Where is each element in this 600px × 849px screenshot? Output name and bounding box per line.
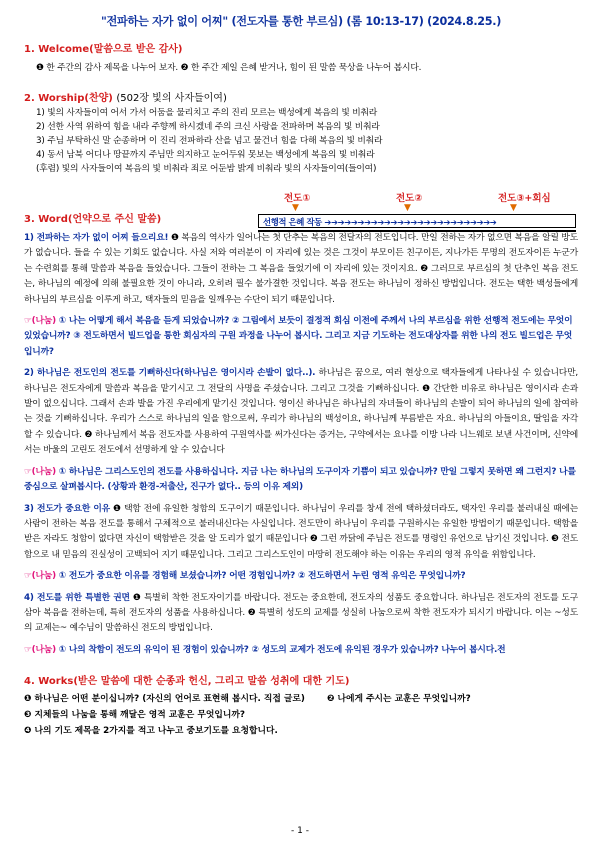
sharing-text: ① 나의 착함이 전도의 유익이 된 경험이 있습니까? ② 성도의 교제가 전도에 유익된 경우가 있습니까? 나누어 봅시다.전: [55, 644, 506, 655]
section-3-text: ❶ 택함 전에 유일한 청함의 도구이기 때문입니다. 하나님이 우리를 창세 전에 택하셨더라도, 택자인 우리를 불러내실 때에는 사람이 전하는 복음 전도를 통해서 구체적으로 불러내신다는 사실입니다. 전도만이 하나님이 우리를 구원하시는 유일한 방법이기 때문입니다. 택함을 받은 자라도 청함이 없다면 자신이 택함받은 것을 알 도리가 없기 때문입니다 ❷ 그런 까닭에 주님은 전도를 명령인 유언으로 남기신 것입니다. ❸ 전도함으로 내 믿음의 진실성이 고백되어 지기 때문입니다. 그리고 그리스도인이 마땅히 전도해야 하는 이유는 우리의 영적 유익을 위함입니다.: [24, 503, 578, 560]
worship-verse: 4) 동서 남북 어디나 땅끝까지 주님만 의지하고 눈어두워 못보는 백성에게 복음의 빛 비춰라: [36, 150, 375, 160]
section-1-text: ❶ 복음의 역사가 일어나는 첫 단추는 복음의 전달자의 전도입니다. 만일 전하는 자가 없으면 복음을 알릴 방도가 없습니다. 들을 수 있는 기회도 없습니다. 사실 저와 여러분이 이 자리에 있는 것은 그것이 부모이든 친구이든, 지나가든 무명의 전도자이든 누군가는 수련회를 통해 말씀과 복음을 들었습니다. 그들이 전하는 그 복음을 들었기에 이 자리에 있는 것이지요. ❷ 그러므로 부르심의 첫 단추인 복음 전도는, 하나님의 예정에 의해 불필요한 것이 아니라, 오히려 필수 불가결한 것입니다. 복음 전도는 하나님이 정하신 방법입니다. 전도는 택한 백성들에게 하나님의 부르심을 이루게 하고, 택자들의 믿음을 일깨우는 수단이 되기 때문입니다.: [24, 233, 578, 305]
works-item-god: ❶ 하나님은 어떤 분이십니까? (자신의 언어로 표현해 봅시다. 직접 글로): [24, 694, 305, 705]
sharing-question-2: [24, 465, 578, 496]
timeline-label-2: 전도②: [396, 193, 423, 204]
page-number: - 1 -: [291, 826, 309, 836]
worship-verse: 3) 주님 부탁하신 말 순종하며 이 진리 전파하라 산을 넘고 물건너 힘을 다해 복음의 빛 비춰라: [36, 136, 383, 146]
timeline-label-1: 전도①: [284, 193, 311, 204]
page-title: "전파하는 자가 없이 어찌" (전도자를 통한 부르심) (롬 10:13-17) (2024.8.25.): [100, 15, 502, 28]
evangelism-timeline: [258, 190, 578, 240]
works-heading: 4. Works(받은 말씀에 대한 순종과 헌신, 그리고 말씀 성취에 대한 기도): [24, 676, 350, 688]
timeline-bar-text: 선행적 은혜 작동 ➔➔➔➔➔➔➔➔➔➔➔➔➔➔➔➔➔➔➔➔➔➔➔➔➔➔: [263, 217, 497, 227]
works-item-prayer: ❹ 나의 기도 제목을 2가지를 적고 나누고 중보기도를 요청합니다.: [24, 726, 278, 737]
timeline-baseline: [258, 230, 576, 232]
worship-heading: [24, 89, 578, 104]
worship-verses: [36, 106, 578, 176]
sharing-text: ① 전도가 중요한 이유를 경험해 보셨습니까? 어떤 경험입니까? ② 전도하면서 누린 영적 유익은 무엇입니까?: [55, 571, 466, 582]
welcome-heading: 1. Welcome(말씀으로 받은 감사): [24, 44, 183, 55]
section-4-text: ❶ 특별히 착한 전도자이기를 바랍니다. 전도는 중요한데, 전도자의 성품도 중요합니다. 하나님은 전도자의 전도를 도구삼아 복음을 전하는데, 특히 전도자의 성품을 사용하십니다. ❷ 특별히 성도의 교제를 성실히 나눔으로써 착한 전도자가 되시기 바랍니다. 이는 ~성도의 교제는~ 예수님이 말씀하신 전도의 방법입니다.: [24, 592, 578, 634]
sharing-question-3: [24, 569, 578, 584]
word-heading: 3. Word(언약으로 주신 말씀): [24, 214, 162, 225]
section-4-heading: 4) 전도를 위한 특별한 권면: [24, 592, 130, 603]
sharing-question-4: [24, 643, 578, 658]
prevenient-grace-bar: [258, 214, 576, 228]
works-item-lesson: ❷ 나에게 주시는 교훈은 무엇입니까?: [326, 694, 471, 705]
worship-hymn: (502장 빛의 사자들이여): [116, 93, 227, 104]
section-1: [24, 231, 578, 308]
sharing-label: ☞(나눔): [24, 316, 56, 327]
sharing-question-1: [24, 314, 578, 360]
section-2-heading: 2) 하나님은 전도인의 전도를 기뻐하신다(하나님은 영이시라 손발이 없다..).: [24, 368, 316, 379]
section-1-heading: 1) 전파하는 자가 없이 어찌 들으리요!: [24, 233, 169, 243]
worship-verse: 2) 선한 사역 위하여 힘을 내라 주향께 하시겠네 주의 크신 사랑을 전파하며 복음의 빛 비춰라: [36, 122, 380, 132]
worship-chorus: (후렴) 빛의 사자들이여 복음의 빛 비춰라 죄로 어둔밤 밝게 비춰라 빛의 사자들이여(들이여): [36, 164, 377, 174]
section-3: [24, 502, 578, 564]
sharing-label: ☞(나눔): [24, 466, 56, 477]
sharing-label: ☞(나눔): [24, 644, 56, 655]
welcome-text: ❶ 한 주간의 감사 제목을 나누어 보자. ❷ 한 주간 제일 은혜 받거나, 힘이 된 말씀 묵상을 나누어 봅시다.: [36, 63, 422, 73]
sharing-text: ① 나는 어떻게 해서 복음을 듣게 되었습니까? ② 그림에서 보듯이 결정적 회심 이전에 주께서 나의 부르심을 위한 선행적 전도에는 무엇이 있었습니까? ③ 전도하면서 빌드업을 통한 회심자의 구원 과정을 나누어 봅시다. 그리고 지금 기도하는 전도대상자를 위한 나의 전도 빌드업은 무엇입니까?: [24, 316, 573, 357]
down-arrow-icon: ▼: [510, 203, 517, 213]
down-arrow-icon: ▼: [292, 203, 299, 213]
worship-title: 2. Worship(찬양): [24, 93, 113, 104]
section-2: [24, 366, 578, 458]
works-item: [24, 691, 578, 707]
sharing-label: ☞(나눔): [24, 571, 56, 582]
section-3-heading: 3) 전도가 중요한 이유: [24, 503, 110, 514]
worship-verse: 1) 빛의 사자들이여 어서 가서 어둠을 물리치고 주의 진리 모르는 백성에게 복음의 빛 비춰라: [36, 108, 378, 118]
sharing-text: ① 하나님은 그리스도인의 전도를 사용하십니다. 지금 나는 하나님의 도구이자 기쁨이 되고 있습니까? 만일 그렇지 못하면 왜 그런지? 나를 중심으로 살펴봅시다. (상황과 환경-저출산, 진구가 없다.. 등의 이유 제외): [24, 466, 576, 493]
section-4: [24, 591, 578, 637]
timeline-label-3: 전도③+회심: [498, 193, 551, 204]
down-arrow-icon: ▼: [404, 203, 411, 213]
section-2-text: 하나님은 꿈으로, 여러 현상으로 택자들에게 나타나실 수 있습니다만, 하나님은 전도자에게 말씀과 복음을 맡기시고 그 전달의 사명을 주셨습니다. 그리고 그것을 기뻐하십니다. ❶ 간단한 비유로 하나님은 영이시라 손과 발이 없으십니다. 그래서 손과 발을 가진 우리에게 맡기신 것입니다. 영이신 하나님은 하나님의 자녀들이 하나님의 손발이 되어 하나님의 일에 참여하는 것을 기뻐하십니다. 우리가 스스로 하나님의 일을 함으로써, 우리가 하나님의 백성이요, 하나님께 부름받은 자요. 하나님의 아들이요, 딸임을 자각할 수 있습니다. ❷ 하나님께서 복음 전도자를 사용하여 구원역사를 써가신다는 증거는, 구약에서는 요나를 이방 나라 니느웨로 보낸 사건이며, 신약에서는 바울의 고린도 전도에서 선명하게 알 수 있습니다: [24, 368, 578, 456]
works-list: [24, 691, 578, 739]
works-item-sharing: ❸ 지체들의 나눔을 통해 깨달은 영적 교훈은 무엇입니까?: [24, 710, 245, 721]
